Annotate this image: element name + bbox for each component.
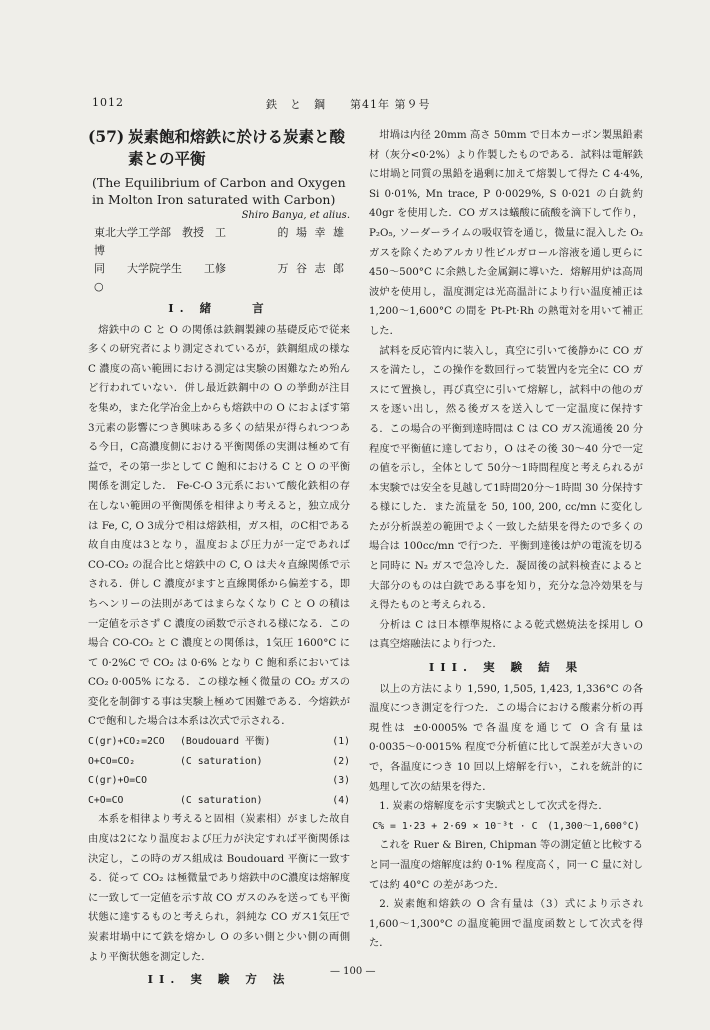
- left-column: [88, 126, 350, 992]
- author-2: 万 谷 志 郎: [277, 262, 346, 275]
- equation-description: (C saturation): [180, 794, 263, 806]
- equation-description: (Boudouard 平衡): [180, 736, 271, 748]
- affiliation-2: 同 大学院学生 工修○: [94, 262, 226, 293]
- equation-expression: C(gr)+O=CO: [88, 775, 147, 787]
- equation-list: [88, 732, 350, 810]
- equation-number: (1): [332, 736, 350, 748]
- introduction-paragraph: 熔鉄中の C と O の関係は鉄鋼製錬の基礎反応で従来多くの研究者により測定されているが，鉄鋼組成の様な C 濃度の高い範囲における測定は実験の困難なため殆んど行われていない．併し最近鉄鋼中の O の挙動が注目を集め，また化学冶金上からも熔鉄中の O におよぼす第3元素の影響につき興味ある多くの結果が得られつつある今日，C高濃度側における平衡関係の実測は極めて有益で，その第一歩として C 飽和における C と O の平衡関係を測定した． Fe-C-O 3元系において酸化鉄相の存在しない範囲の平衡関係を相律より考えると，独立成分は Fe, C, O 3成分で相は熔鉄相，ガス相，のC相である故自由度は3となり，温度および圧力が一定であれば CO-CO₂ の混合比と熔鉄中の C, O は夫々直線関係で示される．併し C 濃度がますと直線関係から偏差する，即ちヘンリーの法則があてはまらなくなり C と O の積は一定値を示さず C 濃度の函数で示される様になる．この場合 CO-CO₂ と C 濃度との関係は，1気圧 1600°C にて 0·2%C で CO₂ は 0·6% となり C 飽和系においては CO₂ 0·005% になる．この様な極く微量の CO₂ ガスの変化を制御する事は実験上極めて困難である．今熔鉄がCで飽和した場合は本系は次式で示される．: [88, 323, 350, 728]
- result-item-1: 1. 炭素の熔解度を示す実験式として次式を得た．: [379, 800, 609, 813]
- equation-number: (4): [332, 794, 350, 806]
- equation-row: [88, 771, 350, 791]
- title-english-line-2: in Molton Iron saturated with Carbon): [92, 192, 336, 207]
- page-number-left: 1012: [92, 96, 124, 109]
- title-japanese: 炭素飽和熔鉄に於ける炭素と酸素との平衡: [128, 127, 346, 168]
- method-paragraph-1: 坩堝は内径 20mm 高さ 50mm で日本カーボン製黒鉛素材（灰分<0·2%）より作製したものである．試料は電解鉄に坩堝と同質の黒鉛を過剰に加えて熔製して得た C 4·4%, Si 0·01%, Mn trace, P 0·0029%, S 0·021 の白銑約 40gr を使用した．CO ガスは蟻酸に硫酸を滴下して作り，P₂O₅, ソーダーライムの吸収管を通じ，微量に混入した O₂ ガスを除くためアルカリ性ピルガロール溶液を通し更らに 450〜500°C に余熱した金属銅に導いた．熔解用炉は高周波炉を使用し，温度測定は光高温計により行い温度補正は 1,200〜1,600°C の間を Pt-Pt·Rh の熱電対を用いて補正した．: [369, 129, 644, 337]
- method-paragraph-3: 分析は C は日本標準規格による乾式燃焼法を採用し O は真空熔融法により行つた．: [369, 618, 643, 651]
- page-footer-number: — 100 —: [330, 966, 376, 977]
- equation-number: (2): [332, 755, 350, 767]
- journal-header: 鉄 と 鋼 第41年 第９号: [266, 98, 431, 111]
- equation-expression: O+CO=CO₂: [88, 755, 136, 767]
- equation-expression: C+O=CO: [88, 794, 124, 806]
- section-heading-introduction: I. 緒 言: [168, 301, 270, 315]
- equation-number: (3): [332, 775, 350, 787]
- result-item-2: 2. 炭素飽和熔鉄の O 含有量は（3）式により示され 1,600〜1,300°C の温度範囲で温度函数として次式を得た．: [369, 898, 643, 950]
- phase-rule-paragraph: 本系を相律より考えると固相（炭素相）がました故自由度は2になり温度および圧力が決定すれば平衡関係は決定し，この時のガス組成は Boudouard 平衡に一致する．従って CO₂ は極微量であり熔鉄中のC濃度は熔解度に一致して一定値を示す故 CO ガスのみを送っても平衡状態に達するものと考えられ，斜純な CO ガス1気圧で炭素坩堝中にて鉄を熔かし O の多い側と少い側の両側より平衡状態を測定した．: [88, 813, 350, 963]
- right-column: [369, 126, 643, 954]
- results-paragraph-1: 以上の方法により 1,590, 1,505, 1,423, 1,336°C の各温度につき測定を行つた．この場合における酸素分析の再現性は ±0·0005% で各温度を通じて O 含有量は 0·0035〜0·0015% 程度で分析値に比して誤差が大きいので，各温度につき 10 回以上熔解を行い，これを統計的に処理して次の結果を得た．: [369, 682, 643, 793]
- section-heading-method: II. 実 験 方 法: [147, 972, 291, 987]
- author-1: 的 場 幸 雄: [277, 226, 346, 239]
- author-english: Shiro Banya, et alius.: [241, 210, 350, 221]
- title-english-line-1: (The Equilibrium of Carbon and Oxygen: [92, 175, 346, 190]
- equation-row: [88, 732, 350, 752]
- method-paragraph-2: 試料を反応管内に装入し，真空に引いて後静かに CO ガスを満たし，この操作を数回行って装置内を完全に CO ガスにて置換し，再び真空に引いて熔解し，試料中の他のガスを逐い出し，然る後ガスを送入して一定温度に保持する．この場合の平衡到達時間は C は CO ガス流通後 20 分程度で平衡値に達しており，O はその後 30〜40 分で一定の値を示し，全体として 50分〜1時間程度と考えられるが本実験では安全を見越して1時間20分〜1時間 30 分保持する様にした．また流量を 50, 100, 200, cc/mn に変化したが分析誤差の範囲でよく一致した結果を得たので多くの場合は 100cc/mn で行つた．平衡到達後は炉の電流を切ると同時に N₂ ガスで急冷した．凝固後の試料検査によると大部分のものは白銑である事を知り，充分な急冷効果を与え得たものと考えられる．: [369, 344, 643, 612]
- equation-expression: C(gr)+CO₂=2CO: [88, 736, 165, 748]
- results-paragraph-2: これを Ruer & Biren, Chipman 等の測定値と比較すると同一温度の熔解度は約 0·1% 程度高く，同一 C 量に対しては約 40°C の差があつた．: [369, 839, 643, 891]
- affiliation-row-2: [88, 260, 350, 296]
- article-number: (57): [88, 127, 125, 146]
- title-english: [88, 174, 350, 208]
- equation-row: [88, 791, 350, 811]
- affiliation-row-1: [88, 224, 350, 260]
- section-heading-results: III. 実 験 結 果: [428, 660, 584, 675]
- solubility-formula: C% = 1·23 + 2·69 × 10⁻³t · C (1,300〜1,600°C): [372, 820, 640, 832]
- affiliation-1: 東北大学工学部 教授 工博: [94, 226, 226, 257]
- article-title: [88, 126, 350, 170]
- equation-row: [88, 752, 350, 772]
- equation-description: (C saturation): [180, 755, 263, 767]
